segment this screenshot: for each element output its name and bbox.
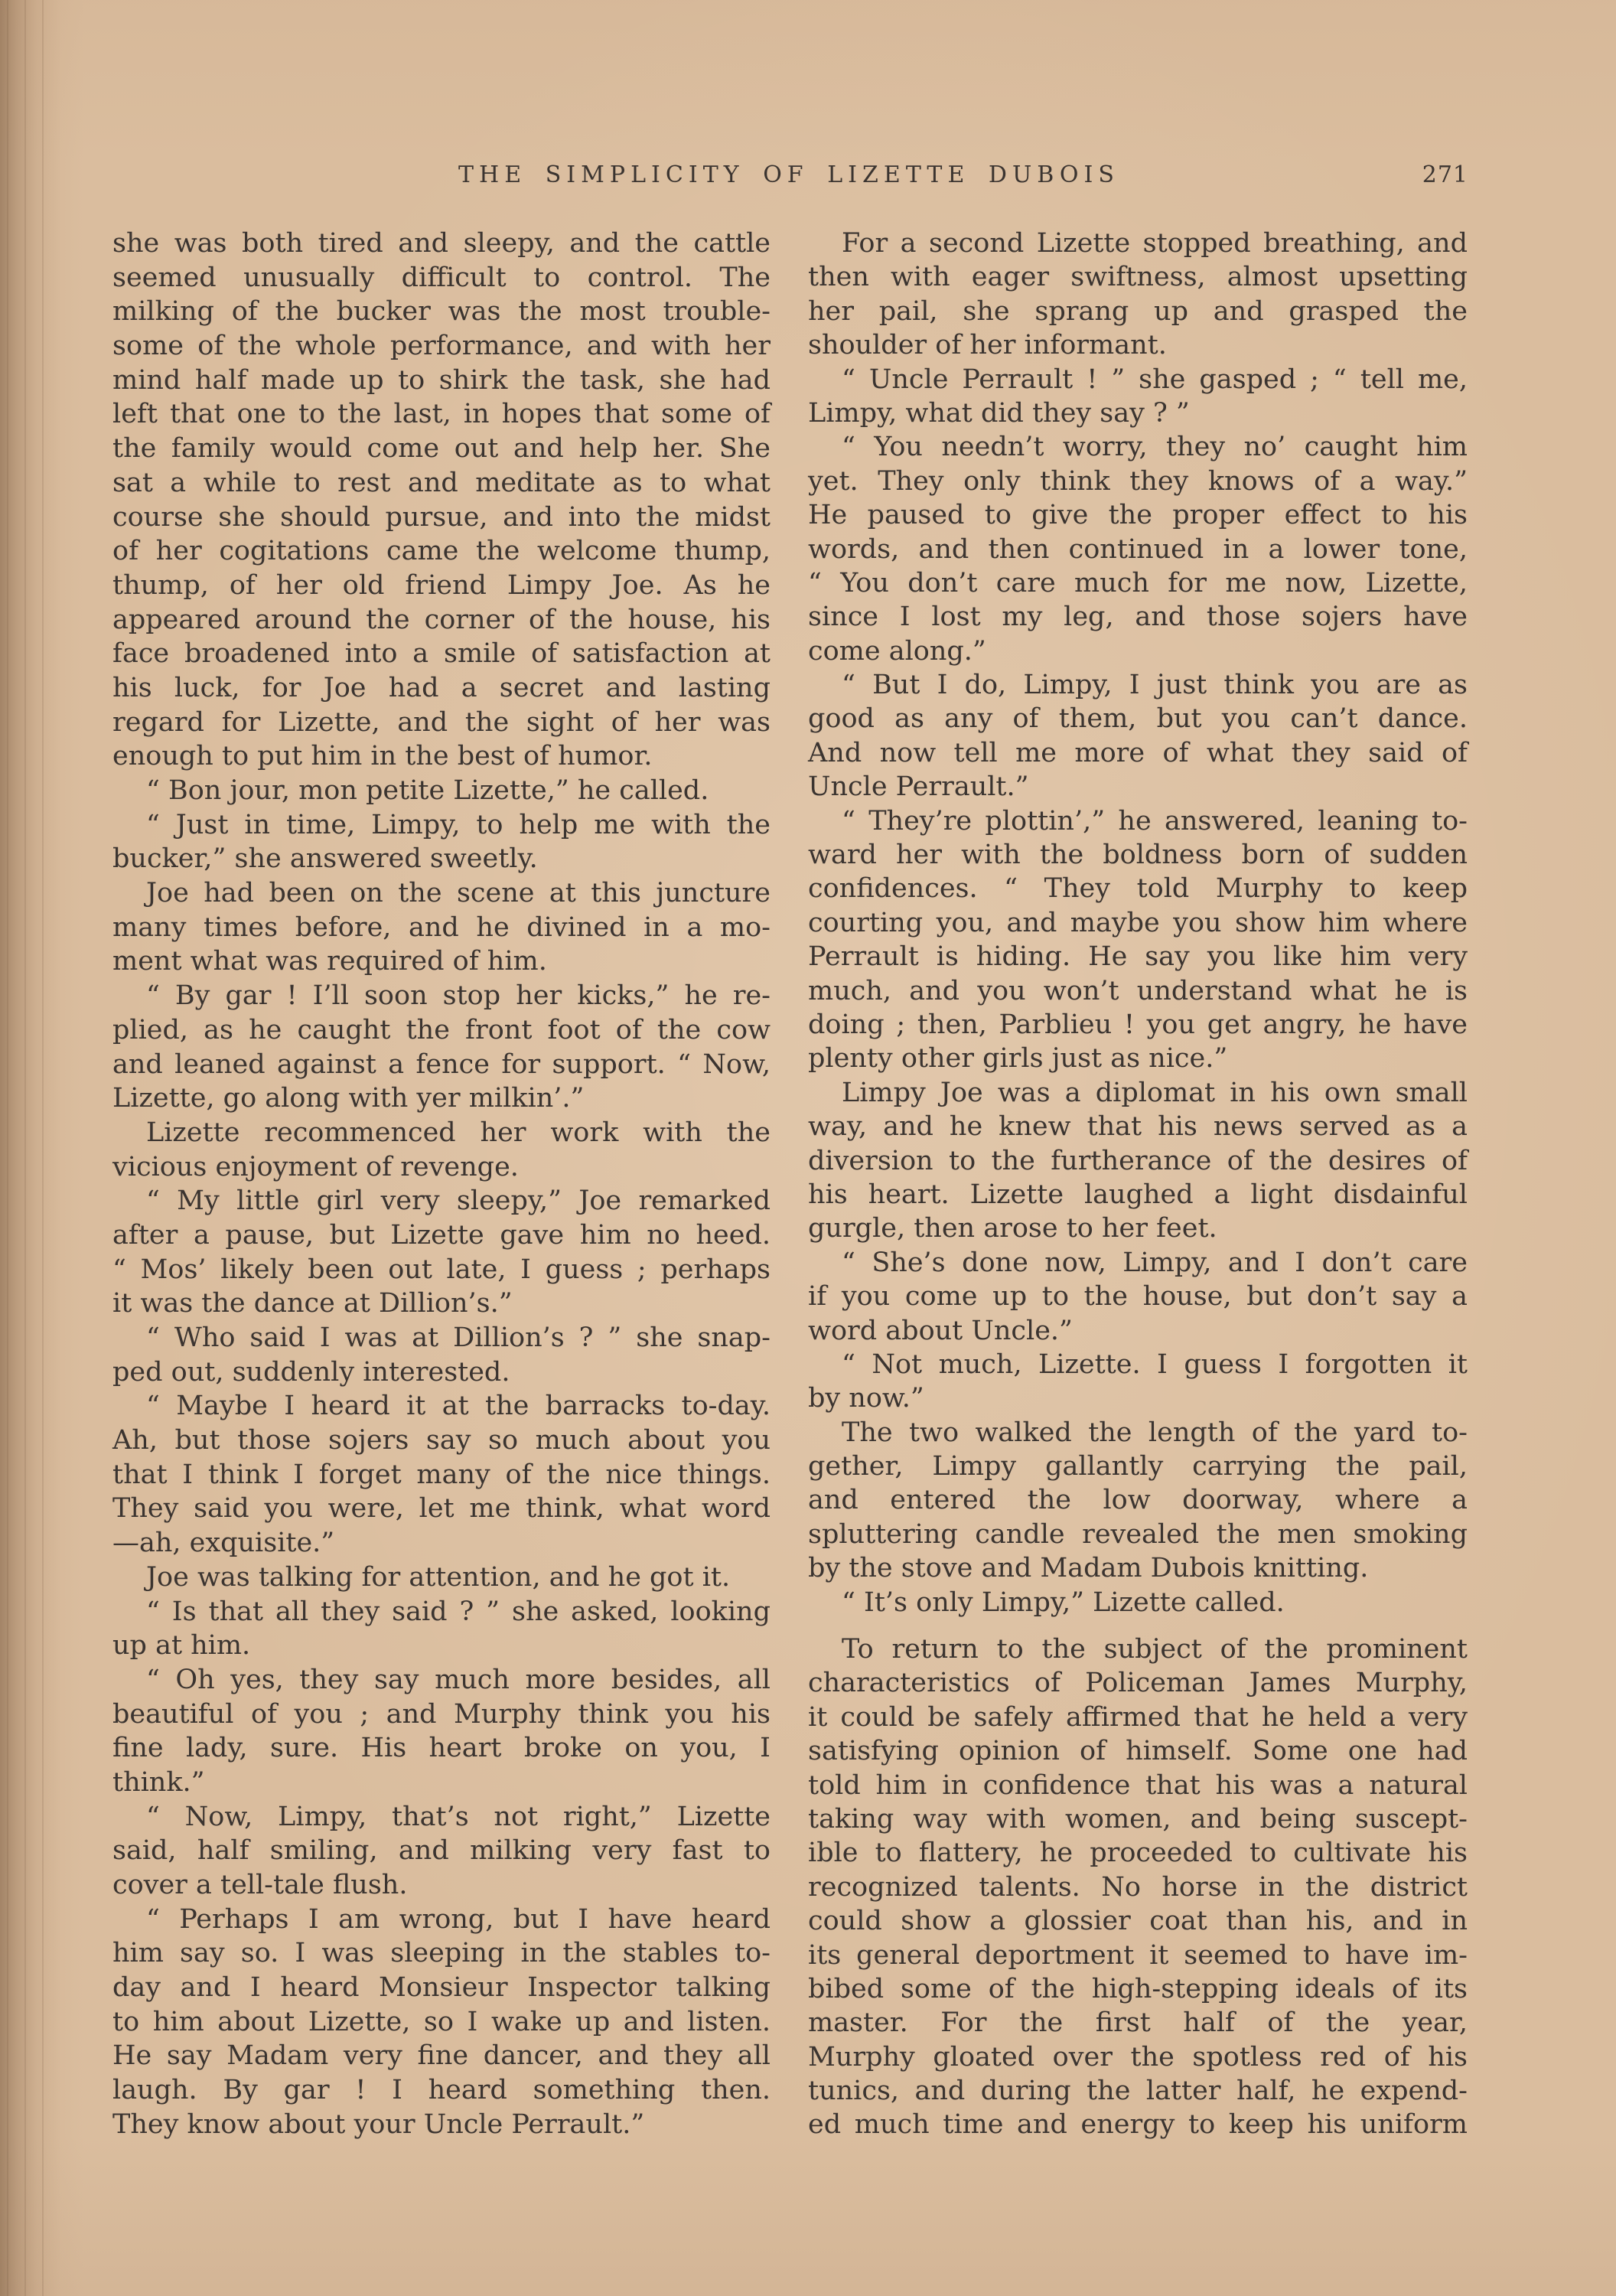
text-line: by now.”	[808, 1383, 924, 1414]
text-line: told him in confidence that his was a natural	[808, 1769, 1468, 1801]
text-line: vicious enjoyment of revenge.	[112, 1151, 519, 1182]
text-line: that I think I forget many of the nice things.	[112, 1459, 771, 1490]
text-line: ward her with the boldness born of sudden	[808, 840, 1468, 871]
paragraph	[112, 1561, 771, 1595]
text-line: They said you were, let me think, what word	[112, 1493, 771, 1525]
text-line: confidences. “ They told Murphy to keep	[808, 873, 1468, 905]
text-line: then with eager swiftness, almost upsetting	[808, 262, 1468, 293]
text-line: come along.”	[808, 635, 986, 667]
text-line: said, half smiling, and milking very fast to	[112, 1835, 771, 1867]
text-line: of her cogitations came the welcome thump,	[112, 536, 771, 567]
paragraph	[808, 1348, 1468, 1416]
text-line: “ My little girl very sleepy,” Joe remarked	[146, 1186, 771, 1217]
binding-edge	[0, 0, 54, 2296]
text-line: The two walked the length of the yard to-	[842, 1417, 1468, 1448]
text-line: To return to the subject of the prominent	[842, 1634, 1468, 1665]
text-line: taking way with women, and being suscept-	[808, 1803, 1468, 1835]
text-line: “ Bon jour, mon petite Lizette,” he called.	[146, 775, 709, 806]
text-line: appeared around the corner of the house, his	[112, 604, 771, 635]
text-line: Limpy Joe was a diplomat in his own small	[842, 1077, 1468, 1108]
text-line: Ah, but those sojers say so much about you	[112, 1425, 771, 1456]
text-line: Joe had been on the scene at this juncture	[146, 878, 771, 909]
text-line: she was both tired and sleepy, and the cattle	[112, 228, 771, 259]
text-line: some of the whole performance, and with her	[112, 331, 771, 362]
text-line: spluttering candle revealed the men smoking	[808, 1518, 1468, 1550]
running-title: THE SIMPLICITY OF LIZETTE DUBOIS	[458, 161, 1119, 188]
text-line: ped out, suddenly interested.	[112, 1356, 510, 1388]
text-line: Perrault is hiding. He say you like him very	[808, 941, 1468, 973]
text-line: good as any of them, but you can’t dance.	[808, 703, 1468, 735]
text-line: after a pause, but Lizette gave him no heed.	[112, 1219, 771, 1251]
text-line: “ You needn’t worry, they no’ caught him	[842, 432, 1468, 463]
text-line: Murphy gloated over the spotless red of his	[808, 2041, 1468, 2073]
left-column	[112, 227, 771, 2142]
text-line: fine lady, sure. His heart broke on you, I	[112, 1733, 771, 1764]
text-line: thump, of her old friend Limpy Joe. As he	[112, 569, 771, 601]
text-line: “ She’s done now, Limpy, and I don’t care	[842, 1247, 1468, 1278]
paragraph	[808, 430, 1468, 668]
right-column	[808, 227, 1468, 2142]
paragraph	[808, 363, 1468, 431]
text-line: recognized talents. No horse in the district	[808, 1871, 1468, 1903]
text-line: bibed some of the high-stepping ideals of its	[808, 1973, 1468, 2004]
text-line: Lizette recommenced her work with the	[146, 1117, 771, 1148]
text-line: They know about your Uncle Perrault.”	[112, 2108, 645, 2140]
text-line: yet. They only think they knows of a way.”	[808, 465, 1468, 497]
text-line: “ Not much, Lizette. I guess I forgotten it	[842, 1349, 1468, 1380]
text-line: “ You don’t care much for me now, Lizette,	[808, 567, 1468, 598]
text-line: plenty other girls just as nice.”	[808, 1043, 1228, 1075]
text-line: shoulder of her informant.	[808, 330, 1167, 361]
text-line: satisfying opinion of himself. Some one had	[808, 1736, 1468, 1767]
paragraph	[808, 1632, 1468, 2142]
paragraph	[112, 1595, 771, 1663]
text-line: sat a while to rest and meditate as to what	[112, 467, 771, 498]
text-line: gether, Limpy gallantly carrying the pail,	[808, 1451, 1468, 1482]
text-line: laugh. By gar ! I heard something then.	[112, 2075, 771, 2106]
text-line: left that one to the last, in hopes that some of	[112, 399, 771, 430]
paragraph	[112, 979, 771, 1116]
text-line: seemed unusually difficult to control. The	[112, 262, 771, 293]
text-line: words, and then continued in a lower tone,	[808, 533, 1468, 565]
text-line: word about Uncle.”	[808, 1315, 1073, 1346]
text-line: beautiful of you ; and Murphy think you his	[112, 1698, 771, 1730]
text-line: “ They’re plottin’,” he answered, leaning to-	[842, 805, 1468, 837]
text-line: “ Oh yes, they say much more besides, all	[146, 1664, 771, 1695]
paragraph	[112, 876, 771, 979]
text-line: since I lost my leg, and those sojers have	[808, 602, 1468, 633]
paragraph	[112, 808, 771, 876]
text-line: And now tell me more of what they said of	[808, 737, 1468, 768]
text-line: “ Now, Limpy, that’s not right,” Lizette	[146, 1801, 771, 1832]
text-line: her pail, she sprang up and grasped the	[808, 295, 1468, 327]
paragraph	[112, 1663, 771, 1800]
text-line: Limpy, what did they say ? ”	[808, 397, 1190, 429]
paragraph	[808, 804, 1468, 1076]
text-line: “ Mos’ likely been out late, I guess ; perhaps	[112, 1254, 771, 1285]
text-line: diversion to the furtherance of the desires of	[808, 1145, 1468, 1176]
paragraph	[112, 1800, 771, 1903]
text-line: enough to put him in the best of humor.	[112, 741, 653, 772]
text-line: For a second Lizette stopped breathing, and	[842, 228, 1468, 259]
text-line: “ Uncle Perrault ! ” she gasped ; “ tell me,	[842, 364, 1468, 395]
text-line: “ Who said I was at Dillion’s ? ” she snap-	[146, 1322, 771, 1353]
text-section	[808, 1632, 1468, 2142]
text-line: master. For the first half of the year,	[808, 2007, 1468, 2039]
text-line: ible to flattery, he proceeded to cultivate his	[808, 1838, 1468, 1869]
paragraph	[112, 1389, 771, 1560]
text-line: its general deportment it seemed to have im-	[808, 1939, 1468, 1971]
paragraph	[112, 227, 771, 774]
text-line: and leaned against a fence for support. “ Now,	[112, 1049, 771, 1080]
text-line: —ah, exquisite.”	[112, 1528, 335, 1559]
text-line: “ Maybe I heard it at the barracks to-day.	[146, 1391, 771, 1422]
text-line: ment what was required of him.	[112, 946, 547, 977]
text-line: by the stove and Madam Dubois knitting.	[808, 1553, 1369, 1584]
text-line: gurgle, then arose to her feet.	[808, 1213, 1217, 1244]
text-line: Joe was talking for attention, and he got it.	[146, 1561, 731, 1593]
text-line: day and I heard Monsieur Inspector talking	[112, 1972, 771, 2004]
text-line: him say so. I was sleeping in the stables to-	[112, 1938, 771, 1969]
paragraph	[112, 1321, 771, 1389]
text-line: his heart. Lizette laughed a light disdainful	[808, 1179, 1468, 1210]
text-line: “ Perhaps I am wrong, but I have heard	[146, 1903, 771, 1935]
text-line: tunics, and during the latter half, he expend-	[808, 2076, 1468, 2107]
text-section	[808, 227, 1468, 1619]
text-line: up at him.	[112, 1630, 251, 1662]
page-number: 271	[1422, 161, 1468, 188]
text-line: courting you, and maybe you show him where	[808, 907, 1468, 938]
text-line: to him about Lizette, so I wake up and listen.	[112, 2006, 771, 2037]
text-line: “ But I do, Limpy, I just think you are as	[842, 670, 1468, 701]
text-line: his luck, for Joe had a secret and lasting	[112, 672, 771, 703]
text-line: course she should pursue, and into the midst	[112, 501, 771, 533]
paragraph	[112, 1903, 771, 2142]
text-line: think.”	[112, 1766, 205, 1798]
text-line: the family would come out and help her. She	[112, 433, 771, 465]
text-line: Uncle Perrault.”	[808, 771, 1029, 803]
text-line: could show a glossier coat than his, and in	[808, 1906, 1468, 1937]
paragraph	[808, 1586, 1468, 1619]
text-line: way, and he knew that his news served as a	[808, 1111, 1468, 1143]
text-line: He say Madam very fine dancer, and they all	[112, 2040, 771, 2072]
paragraph	[808, 1416, 1468, 1586]
text-line: and entered the low doorway, where a	[808, 1485, 1468, 1516]
paragraph	[112, 1116, 771, 1184]
text-line: “ It’s only Limpy,” Lizette called.	[842, 1587, 1285, 1618]
paragraph	[112, 1184, 771, 1321]
text-line: if you come up to the house, but don’t say a	[808, 1281, 1468, 1313]
text-section	[112, 227, 771, 2142]
text-line: ed much time and energy to keep his uniform	[808, 2109, 1468, 2141]
paragraph	[808, 1246, 1468, 1348]
text-line: it was the dance at Dillion’s.”	[112, 1288, 513, 1319]
text-line: many times before, and he divined in a mo-	[112, 912, 771, 943]
text-line: face broadened into a smile of satisfaction at	[112, 638, 771, 670]
text-line: He paused to give the proper effect to his	[808, 500, 1468, 531]
paragraph	[808, 227, 1468, 363]
paragraph	[808, 668, 1468, 804]
text-line: Lizette, go along with yer milkin’.”	[112, 1083, 585, 1114]
text-line: characteristics of Policeman James Murphy,	[808, 1668, 1468, 1699]
text-line: bucker,” she answered sweetly.	[112, 843, 538, 875]
text-line: “ By gar ! I’ll soon stop her kicks,” he re-	[146, 980, 771, 1012]
text-line: much, and you won’t understand what he is	[808, 975, 1468, 1006]
running-head	[112, 158, 1468, 193]
text-line: it could be safely affirmed that he held a very	[808, 1701, 1468, 1733]
paragraph	[112, 774, 771, 808]
text-line: cover a tell-tale flush.	[112, 1870, 408, 1900]
paragraph	[808, 1076, 1468, 1246]
text-line: regard for Lizette, and the sight of her was	[112, 706, 771, 738]
text-line: doing ; then, Parblieu ! you get angry, he have	[808, 1009, 1468, 1040]
text-line: “ Just in time, Limpy, to help me with the	[146, 809, 771, 840]
text-line: “ Is that all they said ? ” she asked, looking	[146, 1596, 771, 1627]
text-line: milking of the bucker was the most trouble-	[112, 296, 771, 328]
text-line: plied, as he caught the front foot of the cow	[112, 1014, 771, 1045]
text-line: mind half made up to shirk the task, she had	[112, 364, 771, 396]
